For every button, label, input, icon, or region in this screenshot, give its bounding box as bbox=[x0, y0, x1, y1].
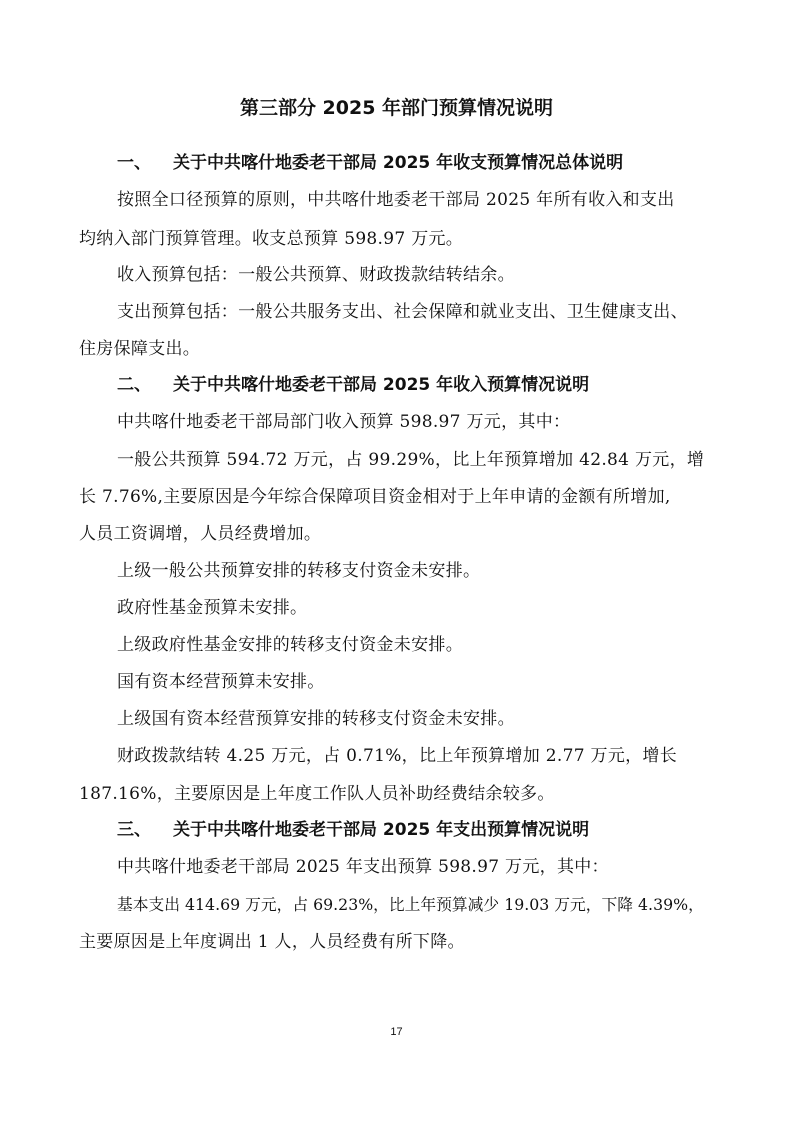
paragraph-line: 收入预算包括：一般公共预算、财政拨款结转结余。 bbox=[117, 265, 515, 285]
page-title: 第三部分 2025 年部门预算情况说明 bbox=[239, 97, 554, 119]
section-number: 一、 bbox=[117, 153, 151, 173]
paragraph-line: 按照全口径预算的原则，中共喀什地委老干部局 2025 年所有收入和支出 bbox=[117, 190, 675, 210]
section-heading-3 bbox=[117, 816, 589, 844]
paragraph-line: 政府性基金预算未安排。 bbox=[117, 598, 308, 618]
section-heading-text: 关于中共喀什地委老干部局 2025 年收入预算情况说明 bbox=[173, 375, 590, 395]
section-heading-2 bbox=[117, 371, 589, 399]
paragraph-line: 住房保障支出。 bbox=[79, 339, 201, 359]
paragraph-line: 中共喀什地委老干部局部门收入预算 598.97 万元，其中： bbox=[117, 412, 571, 432]
paragraph-line: 上级政府性基金安排的转移支付资金未安排。 bbox=[117, 635, 463, 655]
paragraph-line: 上级一般公共预算安排的转移支付资金未安排。 bbox=[117, 561, 481, 581]
section-number: 三、 bbox=[117, 820, 151, 840]
page-number: 17 bbox=[390, 1026, 403, 1038]
section-heading-1 bbox=[117, 149, 623, 177]
section-heading-text: 关于中共喀什地委老干部局 2025 年收支预算情况总体说明 bbox=[173, 153, 624, 173]
paragraph-line: 上级国有资本经营预算安排的转移支付资金未安排。 bbox=[117, 709, 515, 729]
paragraph-line: 基本支出 414.69 万元，占 69.23%，比上年预算减少 19.03 万元，下降 4.39%， bbox=[117, 895, 704, 914]
section-number: 二、 bbox=[117, 375, 151, 395]
paragraph-line: 主要原因是上年度调出 1 人，人员经费有所下降。 bbox=[79, 932, 465, 952]
paragraph-line: 财政拨款结转 4.25 万元，占 0.71%，比上年预算增加 2.77 万元，增长 bbox=[117, 746, 678, 766]
paragraph-line: 均纳入部门预算管理。收支总预算 598.97 万元。 bbox=[79, 229, 464, 249]
paragraph-line: 187.16%，主要原因是上年度工作队人员补助经费结余较多。 bbox=[79, 784, 555, 804]
paragraph-line: 人员工资调增，人员经费增加。 bbox=[79, 524, 322, 544]
paragraph-line: 一般公共预算 594.72 万元，占 99.29%，比上年预算增加 42.84 万元，增 bbox=[117, 450, 705, 470]
paragraph-line: 国有资本经营预算未安排。 bbox=[117, 672, 325, 692]
paragraph-line: 中共喀什地委老干部局 2025 年支出预算 598.97 万元，其中： bbox=[117, 857, 609, 877]
paragraph-line: 长 7.76%,主要原因是今年综合保障项目资金相对于上年申请的金额有所增加, bbox=[79, 487, 671, 507]
section-heading-text: 关于中共喀什地委老干部局 2025 年支出预算情况说明 bbox=[173, 820, 590, 840]
paragraph-line: 支出预算包括：一般公共服务支出、社会保障和就业支出、卫生健康支出、 bbox=[117, 302, 688, 322]
